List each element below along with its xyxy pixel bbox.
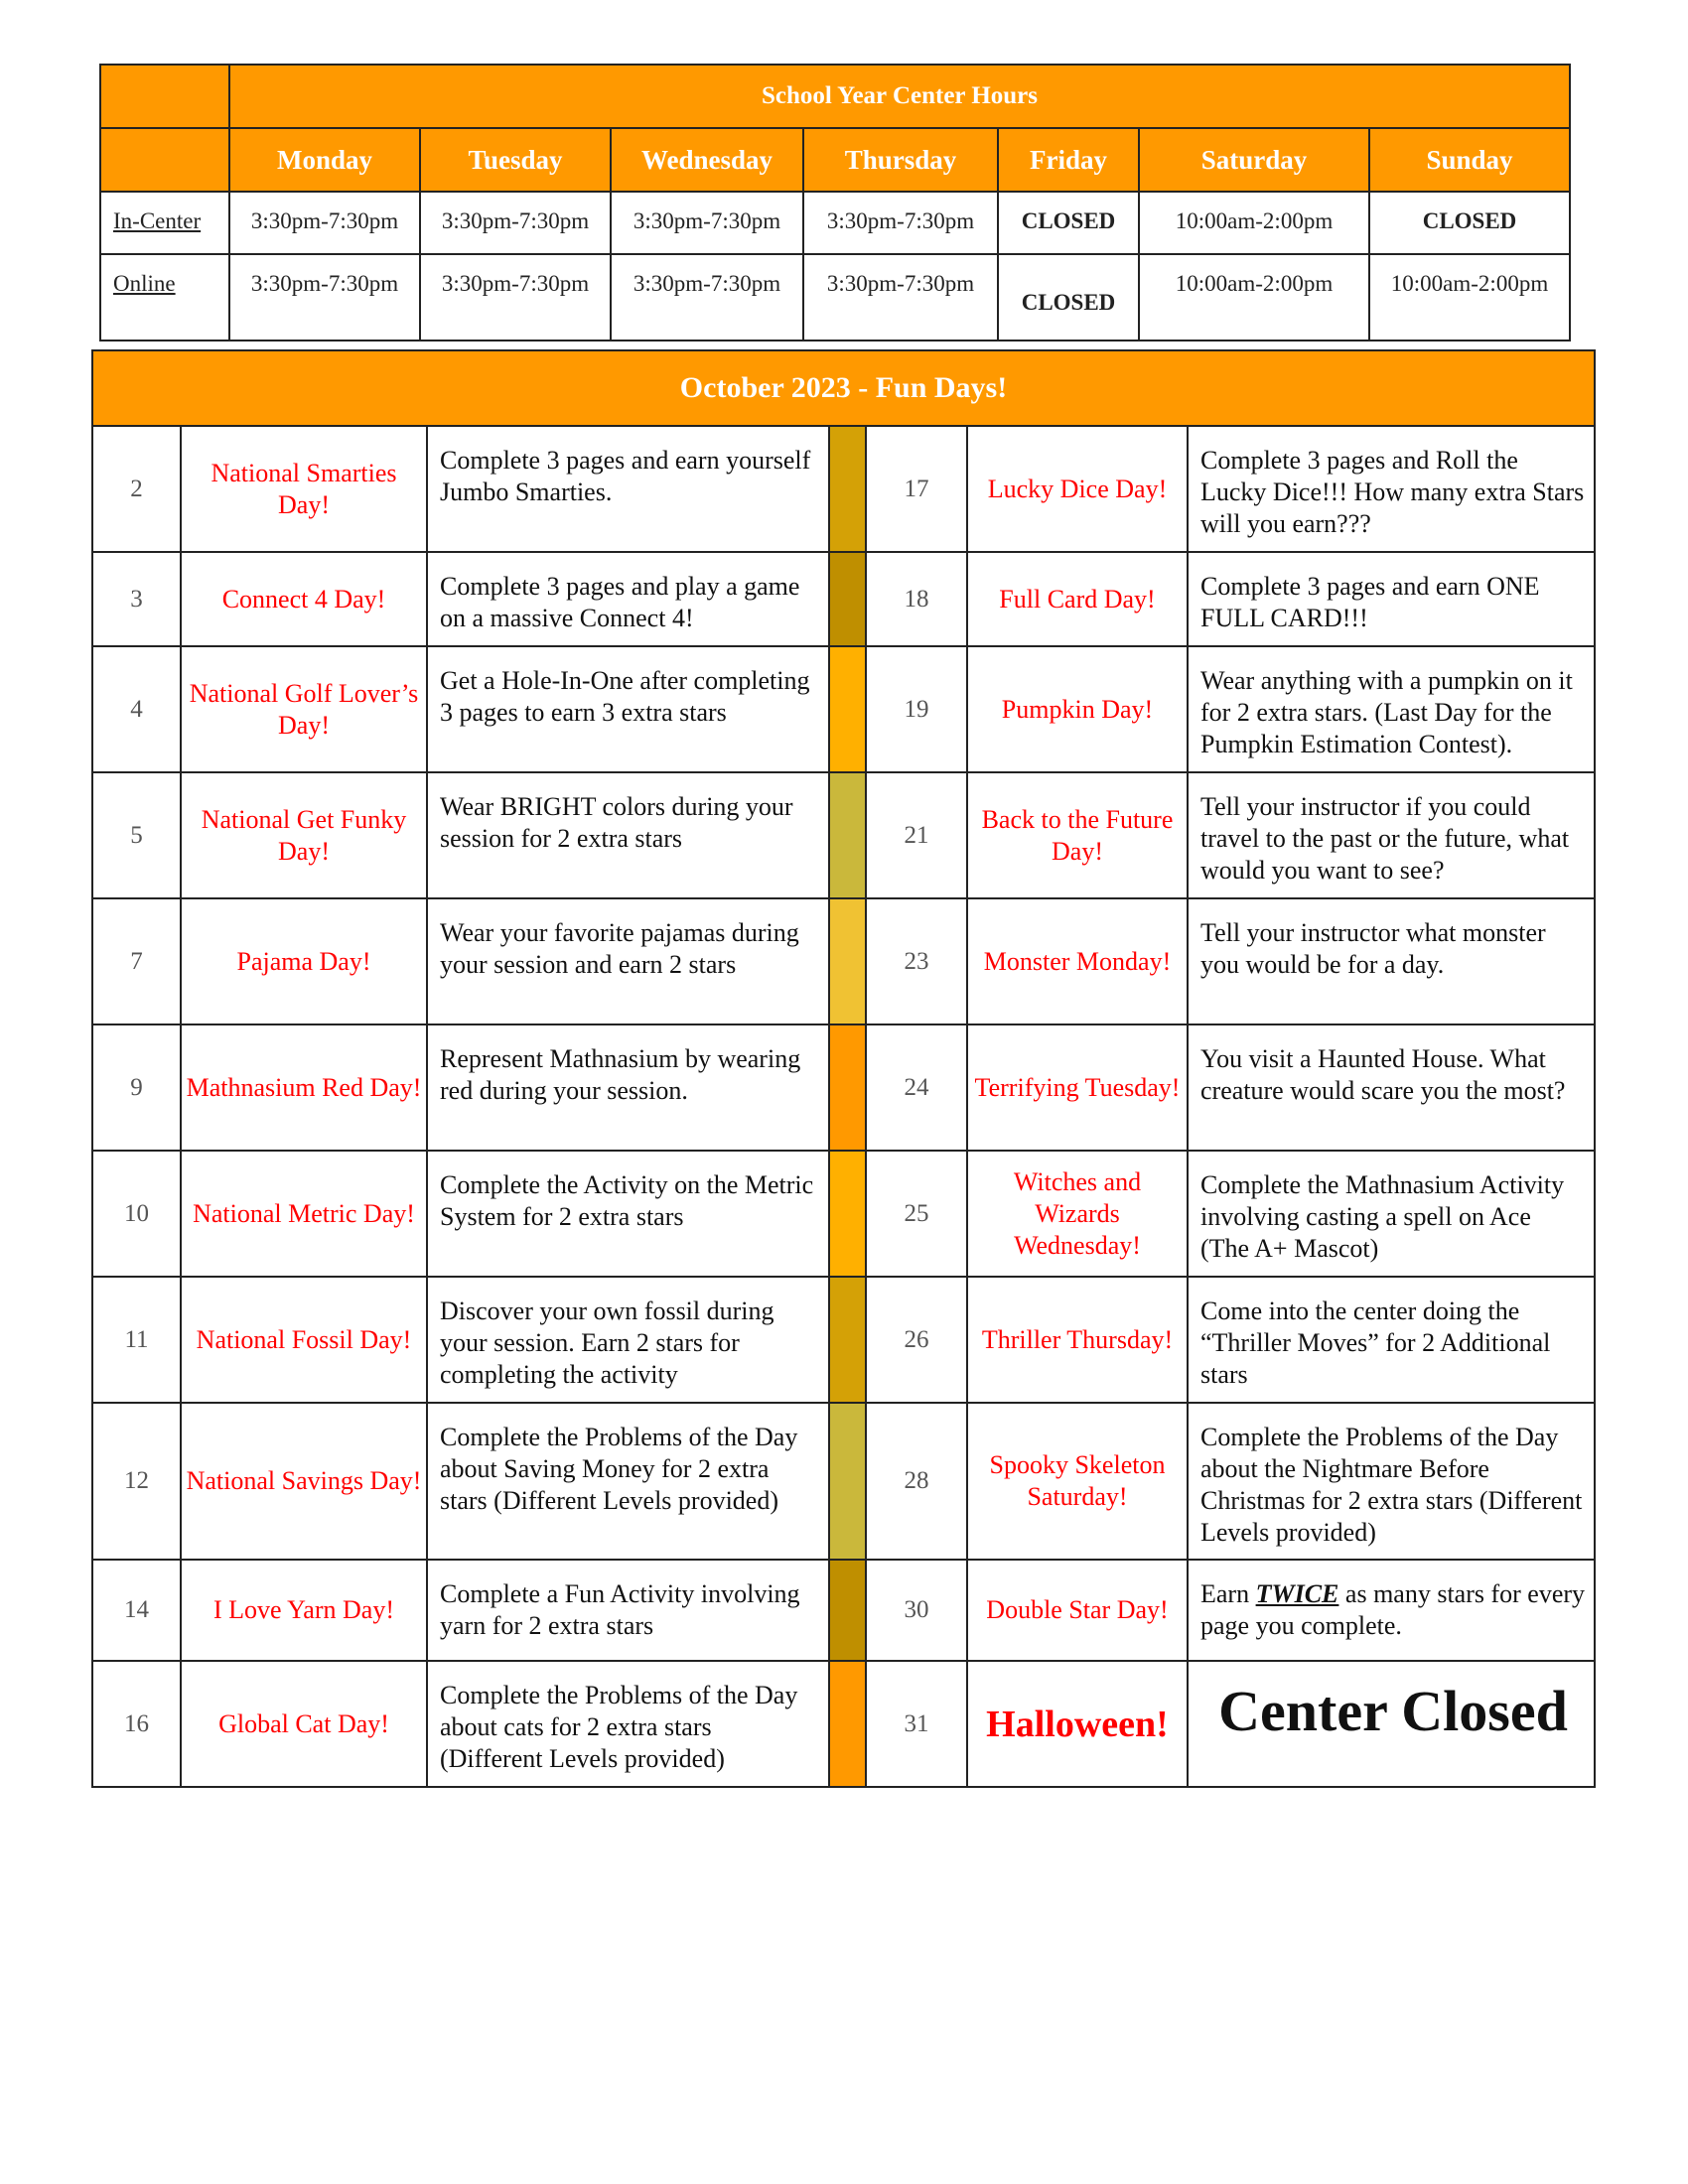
hours-cell: 3:30pm-7:30pm [229, 254, 420, 341]
fun-day-name: Lucky Dice Day! [967, 426, 1188, 552]
fun-day-name: National Metric Day! [181, 1151, 427, 1277]
fun-day-name: National Get Funky Day! [181, 772, 427, 898]
fun-day-name: Monster Monday! [967, 898, 1188, 1024]
fun-day-name: National Smarties Day! [181, 426, 427, 552]
fun-day-row [92, 1560, 1595, 1661]
fun-day-date: 9 [92, 1024, 181, 1151]
description-text: Earn [1200, 1579, 1256, 1608]
description-text: as many stars for every page you complete. [1200, 1579, 1586, 1640]
fun-day-name: National Golf Lover’s Day! [181, 646, 427, 772]
fun-day-description: Complete the Problems of the Day about Saving Money for 2 extra stars (Different Levels provided) [427, 1403, 829, 1560]
hours-cell: 3:30pm-7:30pm [229, 192, 420, 254]
color-separator [829, 898, 866, 1024]
fun-day-date: 11 [92, 1277, 181, 1403]
fun-day-description: Wear your favorite pajamas during your session and earn 2 stars [427, 898, 829, 1024]
fun-day-description: Wear anything with a pumpkin on it for 2 extra stars. (Last Day for the Pumpkin Estimation Contest). [1188, 646, 1595, 772]
fun-day-name: Back to the Future Day! [967, 772, 1188, 898]
hours-cell: 3:30pm-7:30pm [803, 254, 998, 341]
day-header-sunday: Sunday [1369, 128, 1570, 192]
color-separator [829, 646, 866, 772]
hours-cell: 10:00am-2:00pm [1369, 254, 1570, 341]
color-separator [829, 426, 866, 552]
fun-day-name: Halloween! [967, 1661, 1188, 1787]
fun-day-date: 10 [92, 1151, 181, 1277]
fun-day-name: Spooky Skeleton Saturday! [967, 1403, 1188, 1560]
hours-cell: 3:30pm-7:30pm [611, 192, 803, 254]
fun-day-description: You visit a Haunted House. What creature would scare you the most? [1188, 1024, 1595, 1151]
fun-day-description: Complete 3 pages and earn ONE FULL CARD!!! [1188, 552, 1595, 646]
color-separator [829, 1661, 866, 1787]
fun-day-description: Complete the Problems of the Day about the Nightmare Before Christmas for 2 extra stars (Different Levels provided) [1188, 1403, 1595, 1560]
fun-day-description: Tell your instructor if you could travel to the past or the future, what would you want to see? [1188, 772, 1595, 898]
fun-day-date: 30 [866, 1560, 967, 1661]
fun-day-date: 19 [866, 646, 967, 772]
fun-day-description: Complete 3 pages and earn yourself Jumbo Smarties. [427, 426, 829, 552]
fun-day-description: Complete the Problems of the Day about cats for 2 extra stars (Different Levels provided) [427, 1661, 829, 1787]
fun-day-row [92, 898, 1595, 1024]
fun-day-date: 26 [866, 1277, 967, 1403]
color-separator [829, 1560, 866, 1661]
center-closed-notice: Center Closed [1188, 1661, 1595, 1787]
fun-day-name: National Savings Day! [181, 1403, 427, 1560]
hours-blank-cell [100, 128, 229, 192]
color-separator [829, 552, 866, 646]
hours-title: School Year Center Hours [229, 65, 1570, 128]
hours-cell-closed: CLOSED [998, 254, 1139, 341]
fun-day-date: 17 [866, 426, 967, 552]
fun-day-name: Witches and Wizards Wednesday! [967, 1151, 1188, 1277]
fun-day-description: Complete 3 pages and Roll the Lucky Dice!!! How many extra Stars will you earn??? [1188, 426, 1595, 552]
color-separator [829, 1403, 866, 1560]
fun-day-description: Complete a Fun Activity involving yarn for 2 extra stars [427, 1560, 829, 1661]
fun-day-name: Terrifying Tuesday! [967, 1024, 1188, 1151]
fun-day-name: National Fossil Day! [181, 1277, 427, 1403]
description-emphasis: TWICE [1255, 1579, 1339, 1608]
fun-day-date: 31 [866, 1661, 967, 1787]
hours-cell: 3:30pm-7:30pm [611, 254, 803, 341]
fun-day-description: Get a Hole-In-One after completing 3 pages to earn 3 extra stars [427, 646, 829, 772]
fun-day-row [92, 1277, 1595, 1403]
center-hours-table [99, 64, 1571, 341]
fun-day-date: 2 [92, 426, 181, 552]
hours-corner-cell [100, 65, 229, 128]
fun-days-body [92, 426, 1595, 1787]
fun-day-description: Complete the Mathnasium Activity involving casting a spell on Ace (The A+ Mascot) [1188, 1151, 1595, 1277]
fun-day-date: 4 [92, 646, 181, 772]
fun-day-row [92, 1403, 1595, 1560]
fun-day-description: Complete 3 pages and play a game on a massive Connect 4! [427, 552, 829, 646]
fun-day-row [92, 552, 1595, 646]
hours-row-in-center [100, 192, 1570, 254]
fun-day-row [92, 772, 1595, 898]
fun-days-table [91, 349, 1596, 1788]
hours-row-online [100, 254, 1570, 341]
hours-row-label: In-Center [100, 192, 229, 254]
day-header-monday: Monday [229, 128, 420, 192]
fun-day-date: 16 [92, 1661, 181, 1787]
fun-day-date: 12 [92, 1403, 181, 1560]
fun-day-date: 21 [866, 772, 967, 898]
hours-cell: 3:30pm-7:30pm [803, 192, 998, 254]
fun-day-name: Mathnasium Red Day! [181, 1024, 427, 1151]
fun-days-title: October 2023 - Fun Days! [92, 350, 1595, 426]
fun-day-name: Thriller Thursday! [967, 1277, 1188, 1403]
fun-day-name: Full Card Day! [967, 552, 1188, 646]
fun-day-row [92, 1024, 1595, 1151]
fun-day-date: 14 [92, 1560, 181, 1661]
fun-day-date: 28 [866, 1403, 967, 1560]
fun-day-description: Come into the center doing the “Thriller Moves” for 2 Additional stars [1188, 1277, 1595, 1403]
fun-day-date: 25 [866, 1151, 967, 1277]
hours-cell: 10:00am-2:00pm [1139, 192, 1369, 254]
fun-day-date: 5 [92, 772, 181, 898]
color-separator [829, 1277, 866, 1403]
fun-day-description: Tell your instructor what monster you would be for a day. [1188, 898, 1595, 1024]
fun-day-description [1188, 1560, 1595, 1661]
fun-day-date: 18 [866, 552, 967, 646]
hours-cell-closed: CLOSED [1369, 192, 1570, 254]
fun-day-date: 3 [92, 552, 181, 646]
fun-day-description: Wear BRIGHT colors during your session for 2 extra stars [427, 772, 829, 898]
fun-day-row [92, 1661, 1595, 1787]
fun-day-name: Pumpkin Day! [967, 646, 1188, 772]
fun-day-row [92, 1151, 1595, 1277]
fun-day-date: 24 [866, 1024, 967, 1151]
fun-day-name: Pajama Day! [181, 898, 427, 1024]
color-separator [829, 1151, 866, 1277]
hours-cell: 10:00am-2:00pm [1139, 254, 1369, 341]
day-header-saturday: Saturday [1139, 128, 1369, 192]
hours-cell: 3:30pm-7:30pm [420, 254, 611, 341]
fun-day-description: Represent Mathnasium by wearing red during your session. [427, 1024, 829, 1151]
hours-cell-closed: CLOSED [998, 192, 1139, 254]
fun-day-row [92, 646, 1595, 772]
fun-day-date: 7 [92, 898, 181, 1024]
fun-day-description: Discover your own fossil during your session. Earn 2 stars for completing the activity [427, 1277, 829, 1403]
fun-day-description: Complete the Activity on the Metric System for 2 extra stars [427, 1151, 829, 1277]
day-header-tuesday: Tuesday [420, 128, 611, 192]
day-header-thursday: Thursday [803, 128, 998, 192]
fun-day-row [92, 426, 1595, 552]
fun-day-name: Global Cat Day! [181, 1661, 427, 1787]
color-separator [829, 1024, 866, 1151]
fun-day-name: I Love Yarn Day! [181, 1560, 427, 1661]
fun-day-date: 23 [866, 898, 967, 1024]
hours-row-label: Online [100, 254, 229, 341]
fun-day-name: Connect 4 Day! [181, 552, 427, 646]
color-separator [829, 772, 866, 898]
day-header-wednesday: Wednesday [611, 128, 803, 192]
hours-cell: 3:30pm-7:30pm [420, 192, 611, 254]
day-header-friday: Friday [998, 128, 1139, 192]
fun-day-name: Double Star Day! [967, 1560, 1188, 1661]
